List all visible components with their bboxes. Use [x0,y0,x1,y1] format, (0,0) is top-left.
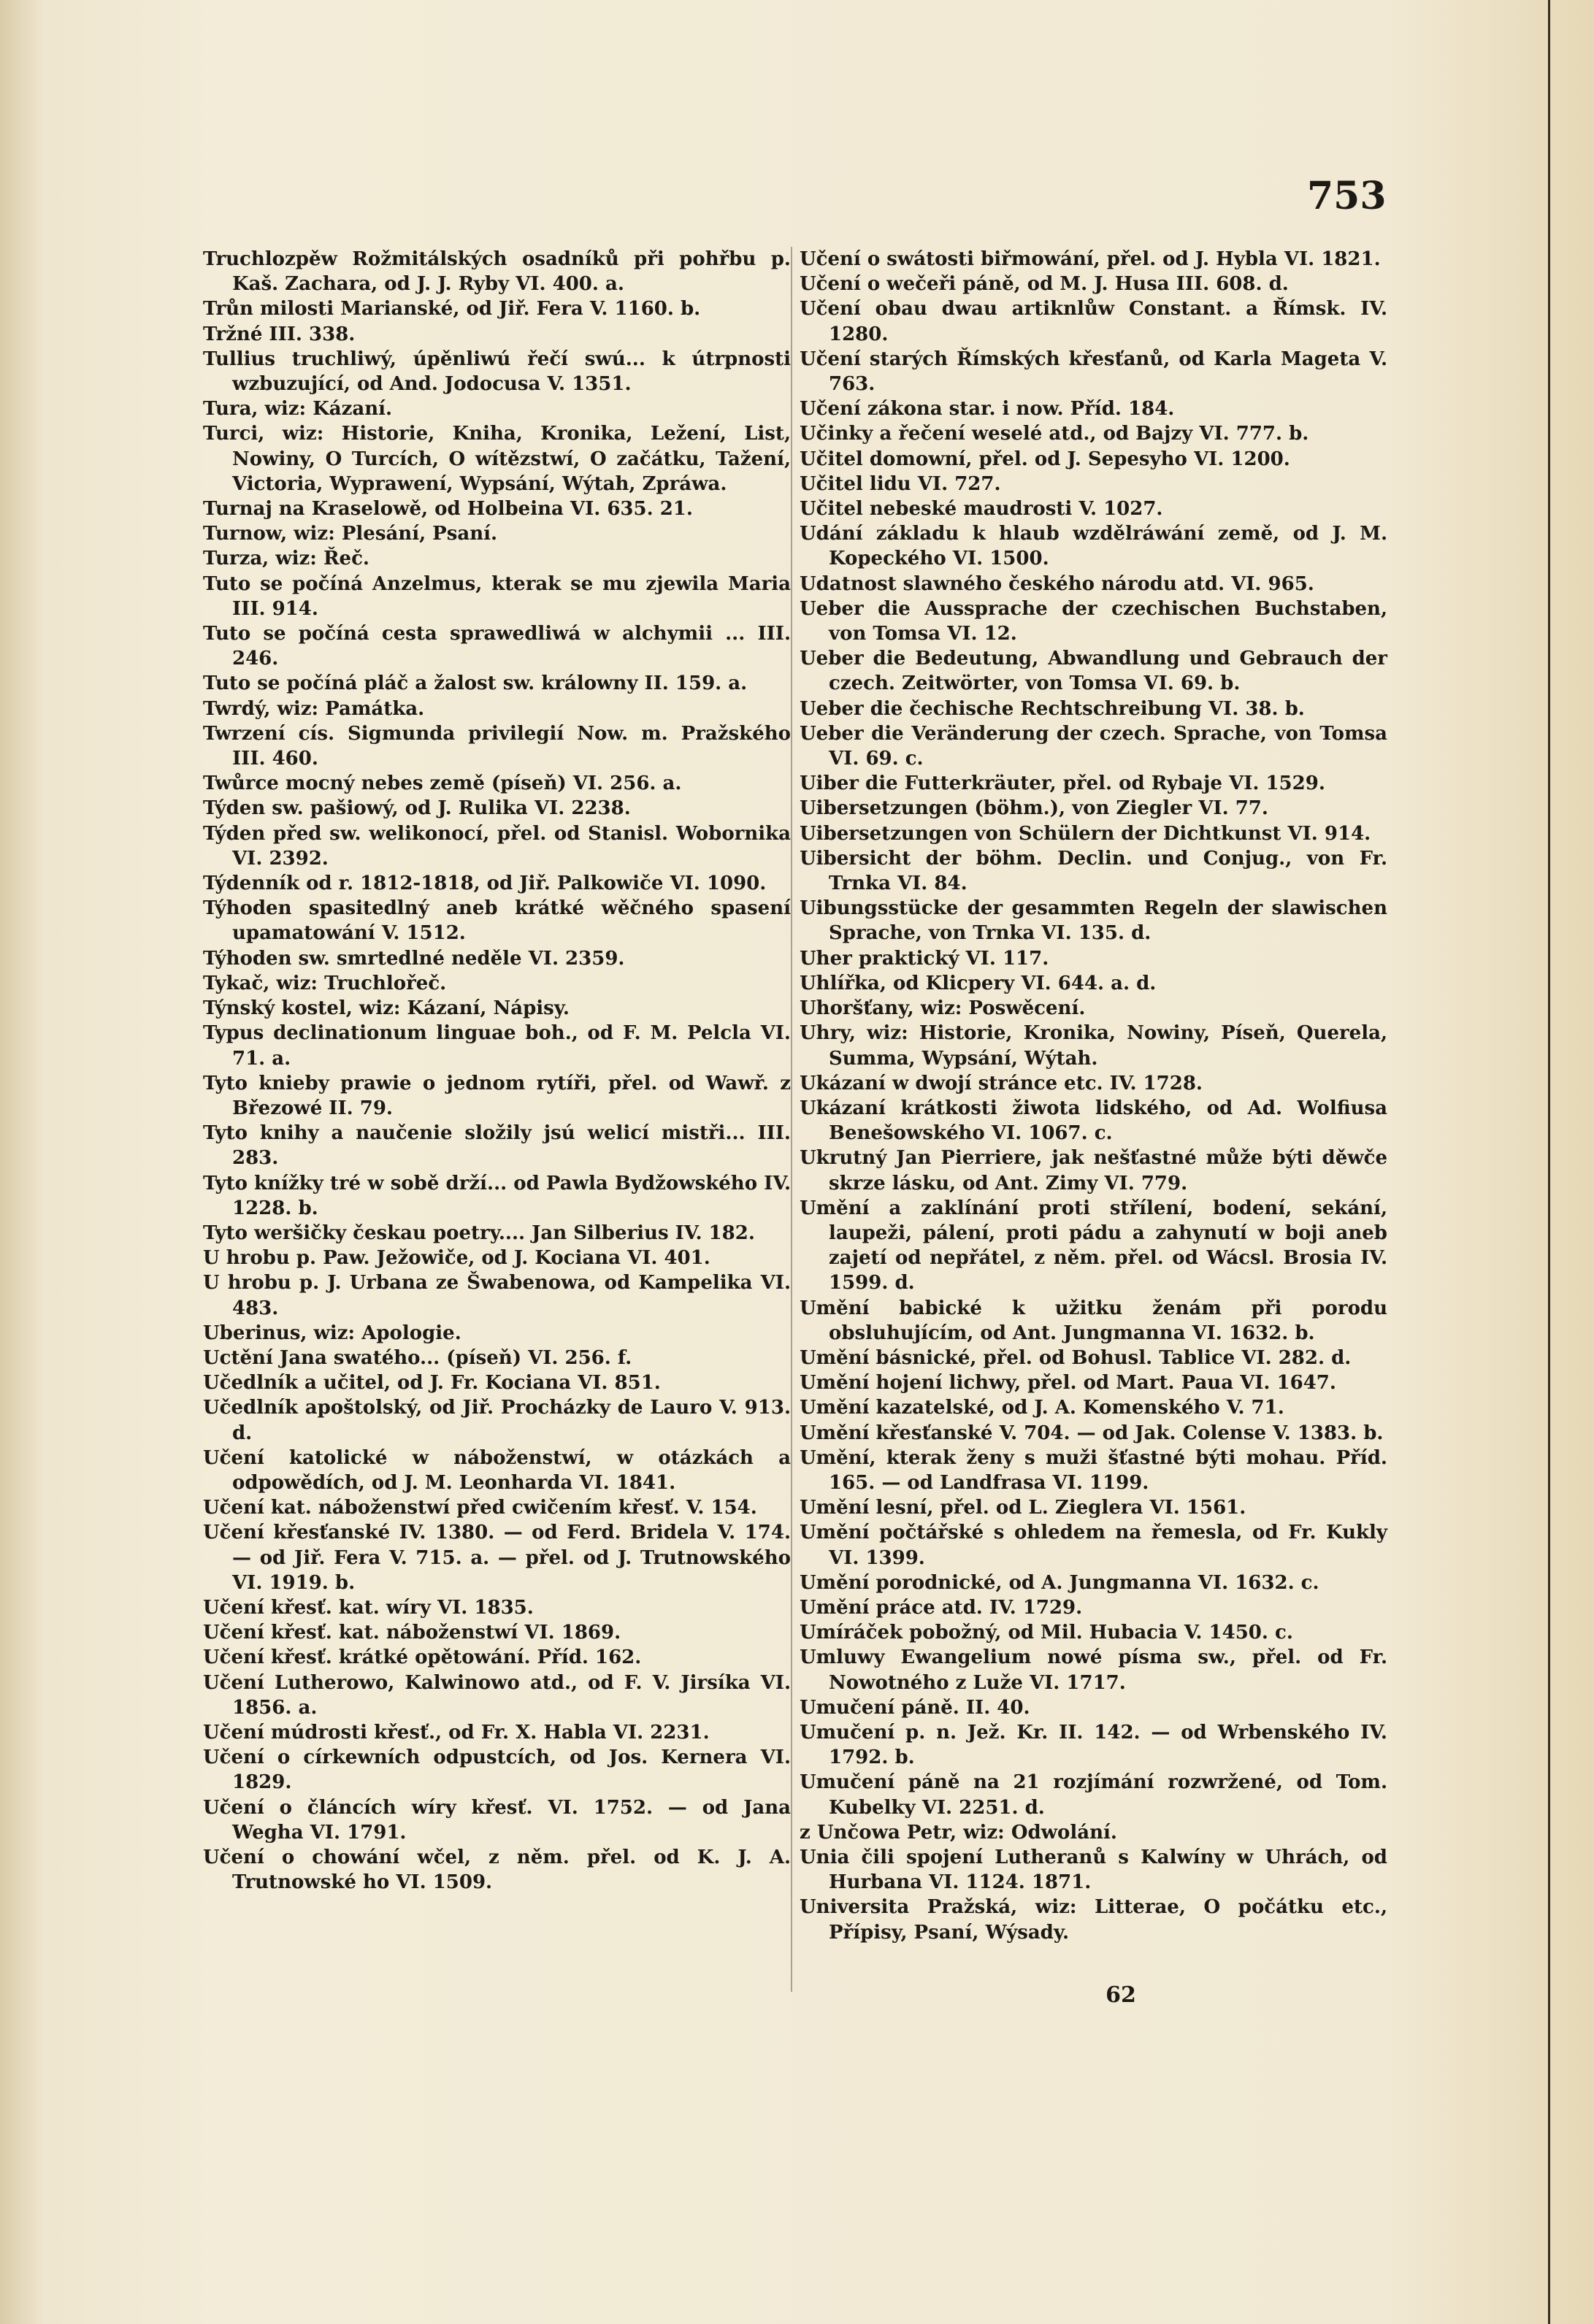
index-entry: Učení o článcích wíry křesť. VI. 1752. — od Jana Wegha VI. 1791. [203,1796,791,1844]
index-entry: Učinky a řečení weselé atd., od Bajzy VI. 777. b. [800,423,1309,445]
index-entry: z Unčowa Petr, wiz: Odwolání. [800,1821,1117,1844]
index-entry: Turnaj na Kraselowě, od Holbeina VI. 635. 21. [203,498,693,521]
index-entry: Uibersicht der böhm. Declin. und Conjug., von Fr. Trnka VI. 84. [800,847,1387,895]
page-edge-rule [1548,0,1550,2324]
index-entry: Tuto se počíná cesta sprawedliwá w alchymii ... III. 246. [203,623,791,670]
index-entry: Tržné III. 338. [203,323,356,345]
index-entry: Učení múdrosti křesť., od Fr. X. Habla VI. 2231. [203,1721,710,1744]
index-entry: Učení křesťanské IV. 1380. — od Ferd. Bridela V. 174. — od Jiř. Fera V. 715. a. — přel. od J. Trutnowského VI. 1919. b. [203,1522,791,1594]
index-entry: Umění babické k užitku ženám při porodu obsluhujícím, od Ant. Jungmanna VI. 1632. b. [800,1297,1387,1344]
index-entry: Uibungsstücke der gesammten Regeln der slawischen Sprache, von Trnka VI. 135. d. [800,897,1387,945]
index-entry: Umění počtářské s ohledem na řemesla, od Fr. Kukly VI. 1399. [800,1522,1387,1569]
index-entry: Uberinus, wiz: Apologie. [203,1322,461,1344]
index-entry: Umění lesní, přel. od L. Zieglera VI. 1561. [800,1497,1246,1519]
index-entry: U hrobu p. Paw. Ježowiče, od J. Kociana VI. 401. [203,1247,710,1270]
index-entry: Tyto weršičky českau poetry.... Jan Silberius IV. 182. [203,1222,755,1244]
index-entry: Uctění Jana swatého... (píseň) VI. 256. f. [203,1346,632,1369]
index-entry: Ukázaní krátkosti žiwota lidského, od Ad. Wolfiusa Benešowského VI. 1067. c. [800,1097,1387,1145]
index-entry: Unia čili spojení Lutheranů s Kalwíny w Uhrách, od Hurbana VI. 1124. 1871. [800,1846,1387,1894]
index-entry: Uiber die Futterkräuter, přel. od Rybaje VI. 1529. [800,772,1325,795]
index-entry: Týhoden sw. smrtedlné neděle VI. 2359. [203,947,625,970]
index-entry: Učení o církewních odpustcích, od Jos. Kernera VI. 1829. [203,1746,791,1794]
index-entry: Tykač, wiz: Truchlořeč. [203,972,447,994]
index-entry: Twůrce mocný nebes země (píseň) VI. 256. a. [203,772,682,795]
index-entry: Umučení páně. II. 40. [800,1696,1030,1719]
index-entry: Učení starých Římských křesťanů, od Karla Mageta V. 763. [800,348,1387,396]
index-entry: Tyto knížky tré w sobě drží... od Pawla Bydžowského IV. 1228. b. [203,1172,791,1219]
index-entry: Udatnost slawného českého národu atd. VI. 965. [800,572,1314,595]
index-entry: Učení kat. náboženstwí před cwičením křesť. V. 154. [203,1497,757,1519]
index-entry: Tyto knihy a naučenie složily jsú welicí mistři... III. 283. [203,1122,791,1170]
index-entry: Uhlířka, od Klicpery VI. 644. a. d. [800,972,1157,994]
index-entry: Týden před sw. welikonocí, přel. od Stanisl. Wobornika VI. 2392. [203,822,791,870]
index-entry: Týnský kostel, wiz: Kázaní, Nápisy. [203,997,570,1020]
index-entry: Udání základu k hlaub wzdělráwání země, od J. M. Kopeckého VI. 1500. [800,523,1387,570]
index-entry: Týden sw. pašiowý, od J. Rulika VI. 2238. [203,797,631,820]
index-entry: Ueber die Aussprache der czechischen Buchstaben, von Tomsa VI. 12. [800,597,1387,645]
index-entry: Učení křesť. krátké opětowání. Příd. 162. [203,1646,642,1669]
index-entry: Universita Pražská, wiz: Litterae, O počátku etc., Přípisy, Psaní, Wýsady. [800,1896,1387,1944]
index-entry: Ukázaní w dwojí stránce etc. IV. 1728. [800,1072,1203,1094]
index-entry: Turnow, wiz: Plesání, Psaní. [203,523,498,545]
index-entry: Ukrutný Jan Pierriere, jak nešťastné může býti děwče skrze lásku, od Ant. Zimy VI. 779. [800,1147,1387,1194]
index-entry: Učitel domowní, přel. od J. Sepesyho VI. 1200. [800,448,1290,470]
index-entry: Turza, wiz: Řeč. [203,548,369,570]
index-entry: Uibersetzungen von Schülern der Dichtkunst VI. 914. [800,822,1371,845]
index-entry: Učení o swátosti biřmowání, přel. od J. Hybla VI. 1821. [800,248,1381,270]
index-entry: Tuto se počíná Anzelmus, kterak se mu zjewila Maria III. 914. [203,572,791,620]
index-entry: Uibersetzungen (böhm.), von Ziegler VI. 77. [800,797,1268,820]
index-entry: Umění porodnické, od A. Jungmanna VI. 1632. c. [800,1571,1319,1594]
index-entry: Učitel lidu VI. 727. [800,472,1001,495]
index-entry: Tuto se počíná pláč a žalost sw. králowny II. 159. a. [203,672,748,695]
index-entry: Učení o chowání wčel, z něm. přel. od K. J. A. Trutnowské ho VI. 1509. [203,1846,791,1894]
index-entry: Uhoršťany, wiz: Poswěcení. [800,997,1086,1020]
index-entry: Twrzení cís. Sigmunda privilegií Now. m. Pražského III. 460. [203,722,791,770]
index-entry: Ueber die čechische Rechtschreibung VI. 38. b. [800,697,1305,720]
index-entry: Umluwy Ewangelium nowé písma sw., přel. od Fr. Nowotného z Luže VI. 1717. [800,1646,1387,1694]
index-entry: Týdenník od r. 1812-1818, od Jiř. Palkowiče VI. 1090. [203,873,767,895]
index-entry: Tullius truchliwý, úpěnliwú řečí swú... k útrpnosti wzbuzující, od And. Jodocusa V. 1351. [203,348,791,396]
index-entry: Umění práce atd. IV. 1729. [800,1596,1083,1619]
index-entry: Umění a zaklínání proti střílení, bodení, sekání, laupeži, pálení, proti pádu a zahynutí w boji aneb zajetí od nepřátel, z něm. přel. od Wácsl. Brosia IV. 1599. d. [800,1197,1387,1295]
index-entry: Učení zákona star. i now. Příd. 184. [800,398,1175,421]
page-number: 753 [1307,174,1387,218]
index-entry: Umíráček pobožný, od Mil. Hubacia V. 1450. c. [800,1622,1293,1644]
index-entry: Učení křesť. kat. wíry VI. 1835. [203,1596,534,1619]
index-entry: Umučení páně na 21 rozjímání rozwržené, od Tom. Kubelky VI. 2251. d. [800,1771,1387,1819]
index-entry: Typus declinationum linguae boh., od F. M. Pelcla VI. 71. a. [203,1022,791,1070]
index-entry: Truchlozpěw Rožmitálských osadníků při pohřbu p. Kaš. Zachara, od J. J. Ryby VI. 400. a. [203,248,791,296]
index-entry: Umění básnické, přel. od Bohusl. Tablice VI. 282. d. [800,1346,1352,1369]
index-entry: Tura, wiz: Kázaní. [203,398,393,421]
right-column [800,247,1387,1945]
index-entry: Umění hojení lichwy, přel. od Mart. Paua VI. 1647. [800,1372,1336,1395]
index-entry: Tyto knieby prawie o jednom rytíři, přel. od Wawř. z Březowé II. 79. [203,1072,791,1119]
column-divider [791,247,792,1992]
index-entry: Uher praktický VI. 117. [800,947,1049,970]
index-entry: Učení křesť. kat. náboženstwí VI. 1869. [203,1622,621,1644]
index-entry: Umučení p. n. Jež. Kr. II. 142. — od Wrbenského IV. 1792. b. [800,1721,1387,1769]
index-entry: Učení o wečeři páně, od M. J. Husa III. 608. d. [800,273,1289,296]
index-entry: Uhry, wiz: Historie, Kronika, Nowiny, Píseň, Querela, Summa, Wypsání, Wýtah. [800,1022,1387,1070]
index-entry: Učení katolické w náboženstwí, w otázkách a odpowědích, od J. M. Leonharda VI. 1841. [203,1446,791,1494]
index-entry: Učedlník apoštolský, od Jiř. Procházky de Lauro V. 913. d. [203,1397,791,1444]
index-entry: Trůn milosti Marianské, od Jiř. Fera V. 1160. b. [203,298,701,321]
index-entry: Umění kazatelské, od J. A. Komenského V. 71. [800,1397,1284,1419]
left-column [203,247,791,1895]
index-entry: Učitel nebeské maudrosti V. 1027. [800,498,1163,521]
index-entry: Ueber die Bedeutung, Abwandlung und Gebrauch der czech. Zeitwörter, von Tomsa VI. 69. b. [800,648,1387,695]
index-entry: Ueber die Veränderung der czech. Sprache, von Tomsa VI. 69. c. [800,722,1387,770]
index-entry: Umění, kterak ženy s muži šťastné býti mohau. Příd. 165. — od Landfrasa VI. 1199. [800,1446,1387,1494]
index-entry: Učení Lutherowo, Kalwinowo atd., od F. V. Jirsíka VI. 1856. a. [203,1671,791,1719]
index-entry: Turci, wiz: Historie, Kniha, Kronika, Ležení, List, Nowiny, O Turcích, O wítězstwí, O začátku, Tažení, Victoria, Wyprawení, Wypsání, Wýtah, Zpráwa. [203,423,791,495]
index-entry: Učedlník a učitel, od J. Fr. Kociana VI. 851. [203,1372,661,1395]
signature-mark: 62 [1106,1982,1136,2008]
index-entry: Umění křesťanské V. 704. — od Jak. Colense V. 1383. b. [800,1422,1384,1444]
index-entry: Učení obau dwau artiknlůw Constant. a Římsk. IV. 1280. [800,298,1387,345]
index-entry: Twrdý, wiz: Památka. [203,697,425,720]
index-entry: U hrobu p. J. Urbana ze Šwabenowa, od Kampelika VI. 483. [203,1272,791,1319]
index-entry: Týhoden spasitedlný aneb krátké wěčného spasení upamatowání V. 1512. [203,897,791,945]
